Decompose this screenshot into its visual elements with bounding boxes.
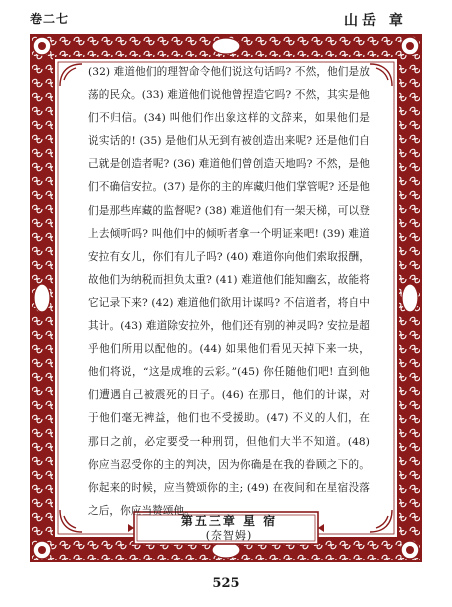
page-number: 525 xyxy=(212,576,240,591)
verse-paragraph: (32) 难道他们的理智命令他们说这句话吗? 不然，他们是放荡的民众。(33) 难道他们说他曾捏造它吗? 不然，其实是他们不归信。(34) 叫他们作出象这样的文辞来，如果他们是说实话的! (35) 是他们从无到有被创造出来呢? 还是他们自己就是创造者呢? (36) 难道他们曾创造天地吗? 不然，是他们不确信安拉。(37) 是你的主的库藏归他们掌管呢? 还是他们是那些库藏的监督呢? (38) 难道他们有一架天梯，可以登上去倾听吗? 叫他们中的倾听者拿一个明证来吧! (39) 难道安拉有女儿，你们有儿子吗? (40) 难道你向他们索取报酬，故他们为纳税而担负太重? (41) 难道他们能知幽玄，故能将它记录下来? (42) 难道他们欲用计谋吗? 不信道者，将自中其计。(43) 难道除安拉外，他们还有别的神灵吗? 安拉是超乎他们所用以配他的。(44) 如果他们看见天掉下来一块，他们将说，“这是成堆的云彩。”(45) 你任随他们吧! 直到他们遭遇自己被震死的日子。(46) 在那日，他们的计谋，对于他们毫无裨益，他们也不受援助。(47) 不义的人们，在那日之前，必定要受一种刑罚，但他们大半不知道。(48) 你应当忍受你的主的判决，因为你确是在我的眷顾之下的。你起来的时候，应当赞颂你的主; (49) 在夜间和在星宿没落之后，你应当赞颂他。 xyxy=(88,66,370,517)
chapter-title-header: 山岳 章 xyxy=(344,13,407,29)
chapter-heading xyxy=(139,514,319,542)
chapter-heading-title: 第五三章 星 宿 xyxy=(180,514,278,528)
volume-label: 卷二七 xyxy=(30,12,70,26)
chapter-heading-subtitle: (奈智姆) xyxy=(205,529,253,542)
body-text xyxy=(88,61,370,523)
running-head xyxy=(0,10,452,30)
